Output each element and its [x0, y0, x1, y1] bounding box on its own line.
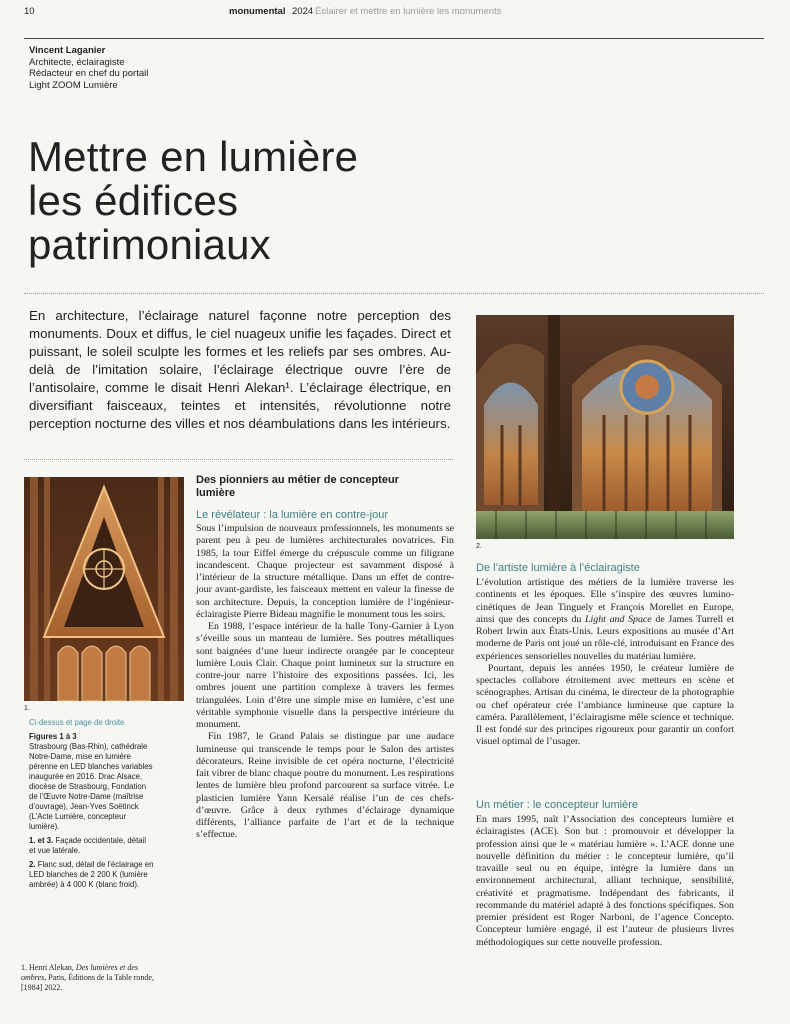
- paragraph-evolution: L’évolution artistique des métiers de la lumière traverse les continents et les époques. Elle s’inspire des œuvres lumino-cinétiques de Jean Tinguely et François Morellet en Europe, ainsi que des concepts du Light and Space de James Turrell et Robert Irwin aux États-Unis. Leurs expositions au musée d’Art moderne de Paris ont joué un rôle-clé, introduisant en France des expériences sensorielles nouvelles du matériau lumière.: [476, 577, 734, 662]
- footnote-number: 1.: [21, 963, 27, 972]
- caption-1-label: 1. et 3.: [29, 836, 54, 845]
- section-heading-pioneers: Des pionniers au métier de concepteur lumière: [196, 474, 399, 499]
- facade-illustration: [24, 477, 184, 701]
- caption-intro: Ci-dessus et page de droite: [29, 718, 125, 727]
- lead-divider: [24, 459, 453, 460]
- caption-figs-text: Strasbourg (Bas-Rhin), cathédrale Notre-Dame, mise en lumière pérenne en LED blanches variables inaugurée en 2016. Drac Alsace, diocèse de Strasbourg, Fondation de l’Œuvre Notre-Dame (maîtrise d’ouvrage), Jean-Yves Soëtinck (L’Acte Lumière, concepteur lumière).: [29, 742, 153, 831]
- title-line-1: Mettre en lumière: [28, 133, 359, 180]
- caption-1-text: Façade occidentale, détail et vue latérale.: [29, 836, 147, 855]
- author-role-2: Rédacteur en chef du portail: [29, 68, 149, 79]
- caption-2-text: Flanc sud, détail de l’éclairage en LED blanches de 2 200 K (lumière ambrée) à 4 000 K (blanc froid).: [29, 860, 154, 889]
- header-rule: [24, 38, 764, 39]
- footnote-rest: , Paris, Éditions de la Table ronde, [1984] 2022.: [21, 973, 154, 992]
- author-role-1: Architecte, éclairagiste: [29, 56, 125, 68]
- magazine-year: 2024: [292, 6, 314, 17]
- paragraph-grand-palais: Fin 1987, le Grand Palais se distingue par une audace lumineuse qui transcende le temps pour le Salon des artistes décorateurs. Reine invisible de cet opéra nocturne, l’électricité fait vibrer de blanc chaque poutre du monument. Les respirations lentes de lumière bleu profond parcourent sa surface vitrée. Le plasticien lumière Yann Kersalé réalise l’un de ces chefs-d’œuvre. Grâce à deux rythmes d’éclairage dynamique différents, l’alliance parfaite de l’art et de la technique s’effectue.: [196, 731, 454, 841]
- figure-2-number: 2.: [476, 543, 482, 550]
- subhead-artiste: De l’artiste lumière à l’éclairagiste: [476, 562, 640, 574]
- footnote: [21, 963, 156, 993]
- magazine-name: monumental: [229, 6, 286, 17]
- paragraph-eiffel: Sous l’impulsion de nouveaux professionnels, les monuments se parent peu à peu de lumières architecturales novatrices. Fin 1985, la tour Eiffel émerge du crépuscule comme un filigrane incandescent. Chaque projecteur est savamment disposé à l’intérieur de la structure métallique. Dans un effet de contre-jour avant-gardiste, les faisceaux mettent en valeur la finesse de son architecture. Depuis, la conception lumière de l’ingénieur-éclairagiste Pierre Bideau magnifie le monument tous les soirs.: [196, 523, 454, 620]
- subhead-revelateur: Le révélateur : la lumière en contre-jour: [196, 509, 388, 521]
- photo-cathedral-windows: [476, 315, 734, 539]
- paragraph-tony-garnier: En 1988, l’espace intérieur de la halle Tony-Garnier à Lyon s’éveille sous un manteau de lumière. Ses poutres métalliques sont baignées d’une lueur indirecte orangée par le concepteur lumière Louis Clair. Chaque point lumineux sur la structure en contre-jour narre l’histoire des expositions passées. Ici, les ombres jouent une partition complexe à travers les fermes triangulées. Loin d’être une simple mise en lumière, c’est une véritable symphonie visuelle dans la perspective intérieure du monument.: [196, 621, 454, 730]
- figure-captions: [29, 718, 154, 894]
- subhead-metier: Un métier : le concepteur lumière: [476, 799, 639, 811]
- paragraph-1950: Pourtant, depuis les années 1950, le créateur lumière de spectacles collabore étroitement avec metteurs en scène et scénographes. Artisan du cinéma, le directeur de la photographie ou chef opérateur crée l’ambiance lumineuse que capture la caméra. Parallèlement, l’éclairagisme mêle science et technique. Il est fondé sur des principes rigoureux pour garantir un confort visuel optimal de l’usager.: [476, 662, 734, 748]
- title-line-3: patrimoniaux: [28, 221, 271, 268]
- page-number: 10: [24, 6, 35, 17]
- running-header: [24, 6, 764, 22]
- article-title: [28, 135, 548, 267]
- author-role-3: Light ZOOM Lumière: [29, 79, 118, 91]
- caption-figs-label: Figures 1 à 3: [29, 732, 77, 741]
- column-right-bottom: [476, 814, 734, 949]
- stained-glass-illustration: [476, 315, 734, 539]
- author-block: [29, 45, 148, 91]
- lead-paragraph: En architecture, l’éclairage naturel façonne notre perception des monuments. Doux et diffus, le ciel nuageux unifie les façades. Direct et puissant, le soleil sculpte les formes et les reliefs par ses ombres. Au-delà de l’imitation solaire, l’éclairage électrique ouvre l’ère de l’antisolaire, comme le disait Henri Alekan¹. L’éclairage électrique, en diversifiant faisceaux, teintes et intensités, révolutionne notre perception nocturne des villes et nos déambulations dans les intérieurs.: [29, 308, 451, 431]
- running-title: Éclairer et mettre en lumière les monuments: [315, 6, 502, 17]
- footnote-author: Henri Alekan,: [29, 963, 74, 972]
- footnote-title: Des lumières et des ombres: [21, 963, 139, 982]
- figure-1-number: 1.: [24, 705, 30, 712]
- title-line-2: les édifices: [28, 177, 239, 224]
- column-middle: [196, 523, 454, 842]
- column-right-top: [476, 577, 734, 749]
- paragraph-ace: En mars 1995, naît l’Association des concepteurs lumière et éclairagistes (ACE). Son but : promouvoir et développer la profession ainsi que le « matériau lumière ». L’ACE donne une nouvelle définition du métier : le concepteur lumière, qu’il travaille seul ou en équipe, intègre la lumière dans un environnement architectural, alliant technique, sensibilité, créativité et pragmatisme. Indépendant des fabricants, il recommande du matériel adapté à des fonctions spécifiques. Son premier président est Roger Narboni, de l’agence Concepto. Concepteur lumière engagé, il est l’auteur de plusieurs livres méthodologiques sur cette nouvelle profession.: [476, 814, 734, 948]
- caption-2-label: 2.: [29, 860, 36, 869]
- title-divider: [24, 293, 764, 294]
- author-name: Vincent Laganier: [29, 45, 106, 56]
- photo-gothic-facade: [24, 477, 184, 701]
